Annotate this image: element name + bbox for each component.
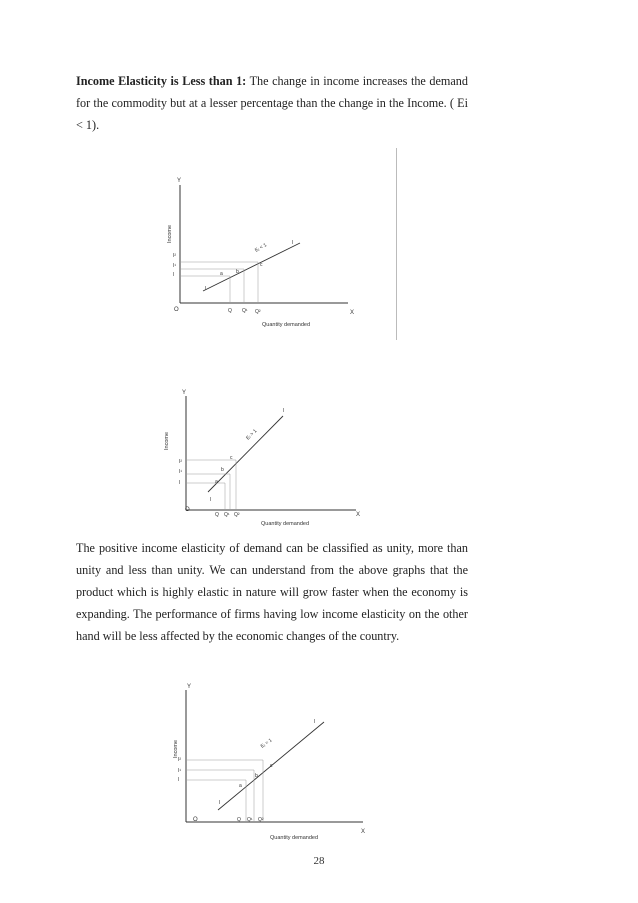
paragraph-body: The change in income increases the demand for the commodity but at a lesser percentage than the change in the Income. ( Ei < 1). [76, 74, 468, 132]
quantity-tick-q2: Q² [255, 309, 261, 315]
origin-label: O [174, 307, 179, 313]
point-b: b [255, 773, 258, 779]
point-a: a [220, 271, 223, 277]
income-tick-i: I [179, 480, 181, 486]
paragraph-income-elasticity-less-than-one [76, 70, 468, 136]
elasticity-label: Eᵢ < 1 [254, 242, 268, 254]
quantity-tick-q1: Q¹ [242, 308, 248, 314]
x-axis-letter: X [350, 310, 355, 316]
y-axis-letter: Y [182, 390, 187, 396]
point-a: a [215, 479, 218, 485]
x-axis-label: Quantity demanded [261, 521, 310, 527]
income-tick-i2: I² [179, 459, 183, 465]
elasticity-label: Eᵢ > 1 [245, 428, 259, 442]
y-axis-letter: Y [187, 684, 192, 690]
curve-start-label: I [210, 497, 212, 503]
quantity-tick-q: Q [215, 512, 219, 518]
x-axis-letter: X [361, 829, 366, 835]
vertical-rule [396, 148, 397, 340]
point-c: c [230, 455, 233, 461]
elasticity-label: Eᵢ = 1 [259, 737, 274, 750]
income-tick-i1: I¹ [179, 469, 183, 475]
income-tick-i: I [173, 272, 175, 278]
income-tick-i1: I¹ [173, 263, 177, 269]
point-c: c [260, 262, 263, 268]
page-number: 28 [313, 855, 325, 867]
y-axis-label: Income [167, 224, 173, 243]
paragraph-body: The positive income elasticity of demand can be classified as unity, more than unity and less than unity. We can understand from the above graphs that the product which is highly elastic in nature will grow faster when the economy is expanding. The performance of firms having low income elasticity on the other hand will be less affected by the economic changes of the country. [76, 541, 468, 643]
income-tick-i: I [178, 777, 180, 783]
quantity-tick-q: Q [237, 817, 241, 823]
curve-start-label: I [219, 800, 221, 806]
paragraph-heading: Income Elasticity is Less than 1: [76, 74, 247, 88]
income-tick-i2: I² [173, 253, 177, 259]
graph-elasticity-greater-than-one [158, 380, 368, 530]
quantity-tick-q2: Q² [258, 817, 264, 823]
quantity-tick-q1: Q¹ [247, 817, 253, 823]
y-axis-letter: Y [177, 178, 182, 184]
origin-label: O [185, 507, 190, 513]
origin-label: O [193, 817, 198, 823]
y-axis-label: Income [164, 431, 170, 450]
point-c: c [270, 763, 273, 769]
quantity-tick-q1: Q¹ [224, 512, 230, 518]
quantity-tick-q2: Q² [234, 512, 240, 518]
point-b: b [236, 269, 239, 275]
income-tick-i1: I¹ [178, 768, 182, 774]
curve-label: I [292, 240, 294, 246]
y-axis-label: Income [173, 739, 179, 758]
curve-start-label: I [205, 286, 207, 292]
paragraph-classification [76, 537, 468, 647]
x-axis-letter: X [356, 512, 361, 518]
graph-elasticity-less-than-one [158, 148, 358, 342]
curve-label: I [283, 408, 285, 414]
graph-elasticity-equal-to-one [158, 660, 368, 848]
point-a: a [239, 783, 242, 789]
income-tick-i2: I² [178, 757, 182, 763]
x-axis-label: Quantity demanded [262, 322, 311, 328]
curve-label: I [314, 719, 316, 725]
quantity-tick-q: Q [228, 308, 232, 314]
point-b: b [221, 467, 224, 473]
x-axis-label: Quantity demanded [270, 835, 319, 841]
